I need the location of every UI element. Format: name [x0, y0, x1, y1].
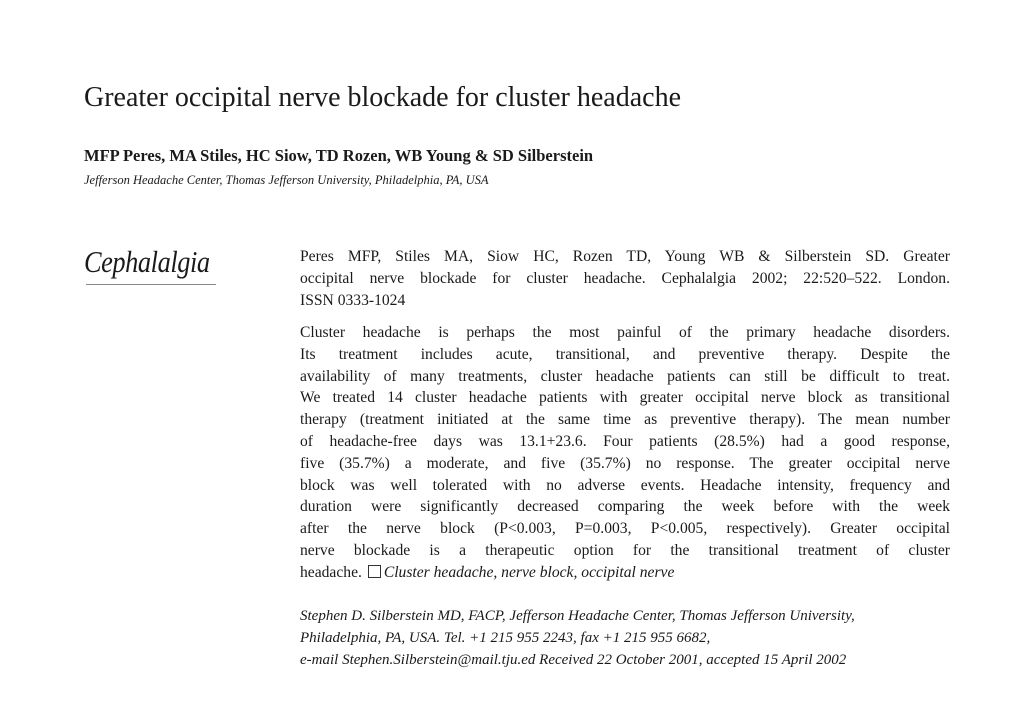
abstract-line: of headache-free days was 13.1+23.6. Four patients (28.5%) had a good response,	[300, 432, 950, 450]
abstract-line: five (35.7%) a moderate, and five (35.7%) no response. The greater occipital nerve	[300, 454, 950, 472]
abstract-line: Its treatment includes acute, transitional, and preventive therapy. Despite the	[300, 345, 950, 363]
correspondence	[300, 605, 855, 671]
correspondence-line: Stephen D. Silberstein MD, FACP, Jefferson Headache Center, Thomas Jefferson University,	[300, 608, 855, 624]
keywords: Cluster headache, nerve block, occipital nerve	[383, 563, 675, 581]
correspondence-line: Philadelphia, PA, USA. Tel. +1 215 955 2243, fax +1 215 955 6682,	[300, 630, 711, 646]
abstract-end: headache.	[300, 563, 362, 581]
article-title: Greater occipital nerve blockade for cluster headache	[84, 82, 681, 113]
logo-underline	[86, 284, 216, 285]
abstract-line: We treated 14 cluster headache patients with greater occipital nerve block as transitional	[300, 389, 950, 407]
abstract-line	[300, 562, 950, 584]
abstract	[300, 322, 950, 584]
abstract-line: block was well tolerated with no adverse events. Headache intensity, frequency and	[300, 476, 950, 494]
abstract-line: availability of many treatments, cluster headache patients can still be difficult to treat.	[300, 367, 950, 385]
abstract-line: Cluster headache is perhaps the most painful of the primary headache disorders.	[300, 324, 950, 341]
square-separator-icon	[368, 565, 381, 578]
journal-logo: Cephalalgia	[84, 244, 210, 279]
citation-line: Peres MFP, Stiles MA, Siow HC, Rozen TD, Young WB & Silberstein SD. Greater	[300, 248, 950, 265]
citation-line: ISSN 0333-1024	[300, 291, 406, 309]
author-list: MFP Peres, MA Stiles, HC Siow, TD Rozen, WB Young & SD Silberstein	[84, 146, 594, 165]
citation-line: occipital nerve blockade for cluster headache. Cephalalgia 2002; 22:520–522. London.	[300, 269, 950, 287]
abstract-line: duration were significantly decreased comparing the week before with the week	[300, 498, 950, 516]
abstract-line: therapy (treatment initiated at the same time as preventive therapy). The mean number	[300, 411, 950, 429]
abstract-line: nerve blockade is a therapeutic option for the transitional treatment of cluster	[300, 541, 950, 559]
abstract-line: after the nerve block (P<0.003, P=0.003, P<0.005, respectively). Greater occipital	[300, 520, 950, 538]
affiliation: Jefferson Headache Center, Thomas Jefferson University, Philadelphia, PA, USA	[84, 173, 489, 187]
correspondence-line: e-mail Stephen.Silberstein@mail.tju.ed Received 22 October 2001, accepted 15 April 2002	[300, 652, 847, 668]
citation	[300, 246, 950, 311]
